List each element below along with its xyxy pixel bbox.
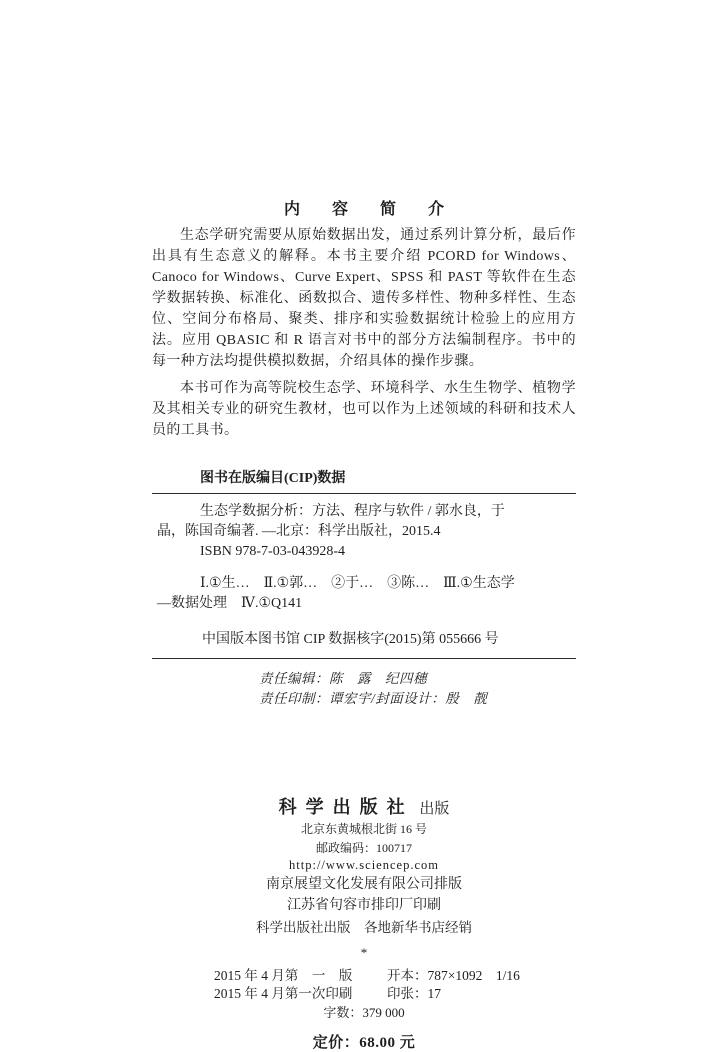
- sheet-count: 印张：17: [387, 986, 441, 1001]
- cip-bottom-divider: [152, 658, 576, 659]
- publisher-name-line: [152, 793, 576, 819]
- intro-paragraph-1: 生态学研究需要从原始数据出发，通过系列计算分析，最后作出具有生态意义的解释。本书主要介绍 PCORD for Windows、Canoco for Windows、Curve Expert、SPSS 和 PAST 等软件在生态学数据转换、标准化、函数拟合、遗传多样性、物种多样性、生态位、空间分布格局、聚类、排序和实验数据统计检验上的应用方法。应用 QBASIC 和 R 语言对书中的部分方法编制程序。书中的每一种方法均提供模拟数据，介绍具体的操作步骤。: [152, 228, 576, 369]
- publisher-website: http://www.sciencep.com: [289, 858, 439, 872]
- separator-asterisk: *: [360, 945, 368, 960]
- cip-record-number: 中国版本图书馆 CIP 数据核字(2015)第 055666 号: [202, 632, 499, 647]
- publisher-block: [152, 793, 576, 936]
- edition-date: 2015 年 4 月第 一 版: [214, 968, 353, 983]
- cip-title-line-2: 晶，陈国奇编著. —北京：科学出版社，2015.4: [157, 524, 441, 539]
- print-and-cover-design-line: 责任印制：谭宏宇/封面设计：殷 靓: [259, 691, 488, 706]
- publisher-logo-text: 科学出版社: [278, 797, 414, 818]
- distribution-line: 科学出版社出版 各地新华书店经销: [256, 920, 472, 935]
- cip-top-divider: [152, 493, 576, 494]
- cip-title-line-1: 生态学数据分析：方法、程序与软件 / 郭水良，于: [200, 504, 505, 519]
- publisher-address: 北京东黄城根北街 16 号: [300, 822, 427, 836]
- cip-isbn: ISBN 978-7-03-043928-4: [200, 544, 346, 559]
- printing-date: 2015 年 4 月第一次印刷: [214, 986, 353, 1001]
- cip-header: 图书在版编目(CIP)数据: [200, 471, 346, 486]
- publisher-publish-suffix: 出版: [419, 801, 450, 817]
- intro-paragraph-2: 本书可作为高等院校生态学、环境科学、水生生物学、植物学及其相关专业的研究生教材，也可以作为上述领域的科研和技术人员的工具书。: [152, 381, 576, 438]
- staff-credits: [152, 669, 576, 709]
- cip-body: [152, 502, 576, 614]
- edition-row-2: [152, 985, 576, 1003]
- typesetter-line: 南京展望文化发展有限公司排版: [266, 877, 462, 892]
- intro-title: 内 容 简 介: [283, 201, 458, 218]
- responsible-editor-line: 责任编辑：陈 露 纪四穗: [259, 671, 427, 686]
- word-count: 字数：379 000: [323, 1005, 405, 1020]
- format-spec: 开本：787×1092 1/16: [387, 968, 520, 983]
- cip-classification-line-2: —数据处理 Ⅳ.①Q141: [157, 596, 303, 611]
- content-column: [152, 0, 576, 1052]
- publisher-postcode: 邮政编码：100717: [315, 840, 412, 855]
- price-line: 定价：68.00 元: [312, 1035, 416, 1051]
- edition-block: [152, 967, 576, 1022]
- printer-line: 江苏省句容市排印厂印刷: [287, 897, 441, 913]
- edition-row-1: [152, 967, 576, 985]
- cip-classification-line-1: Ⅰ.①生… Ⅱ.①郭… ②于… ③陈… Ⅲ.①生态学: [200, 576, 515, 591]
